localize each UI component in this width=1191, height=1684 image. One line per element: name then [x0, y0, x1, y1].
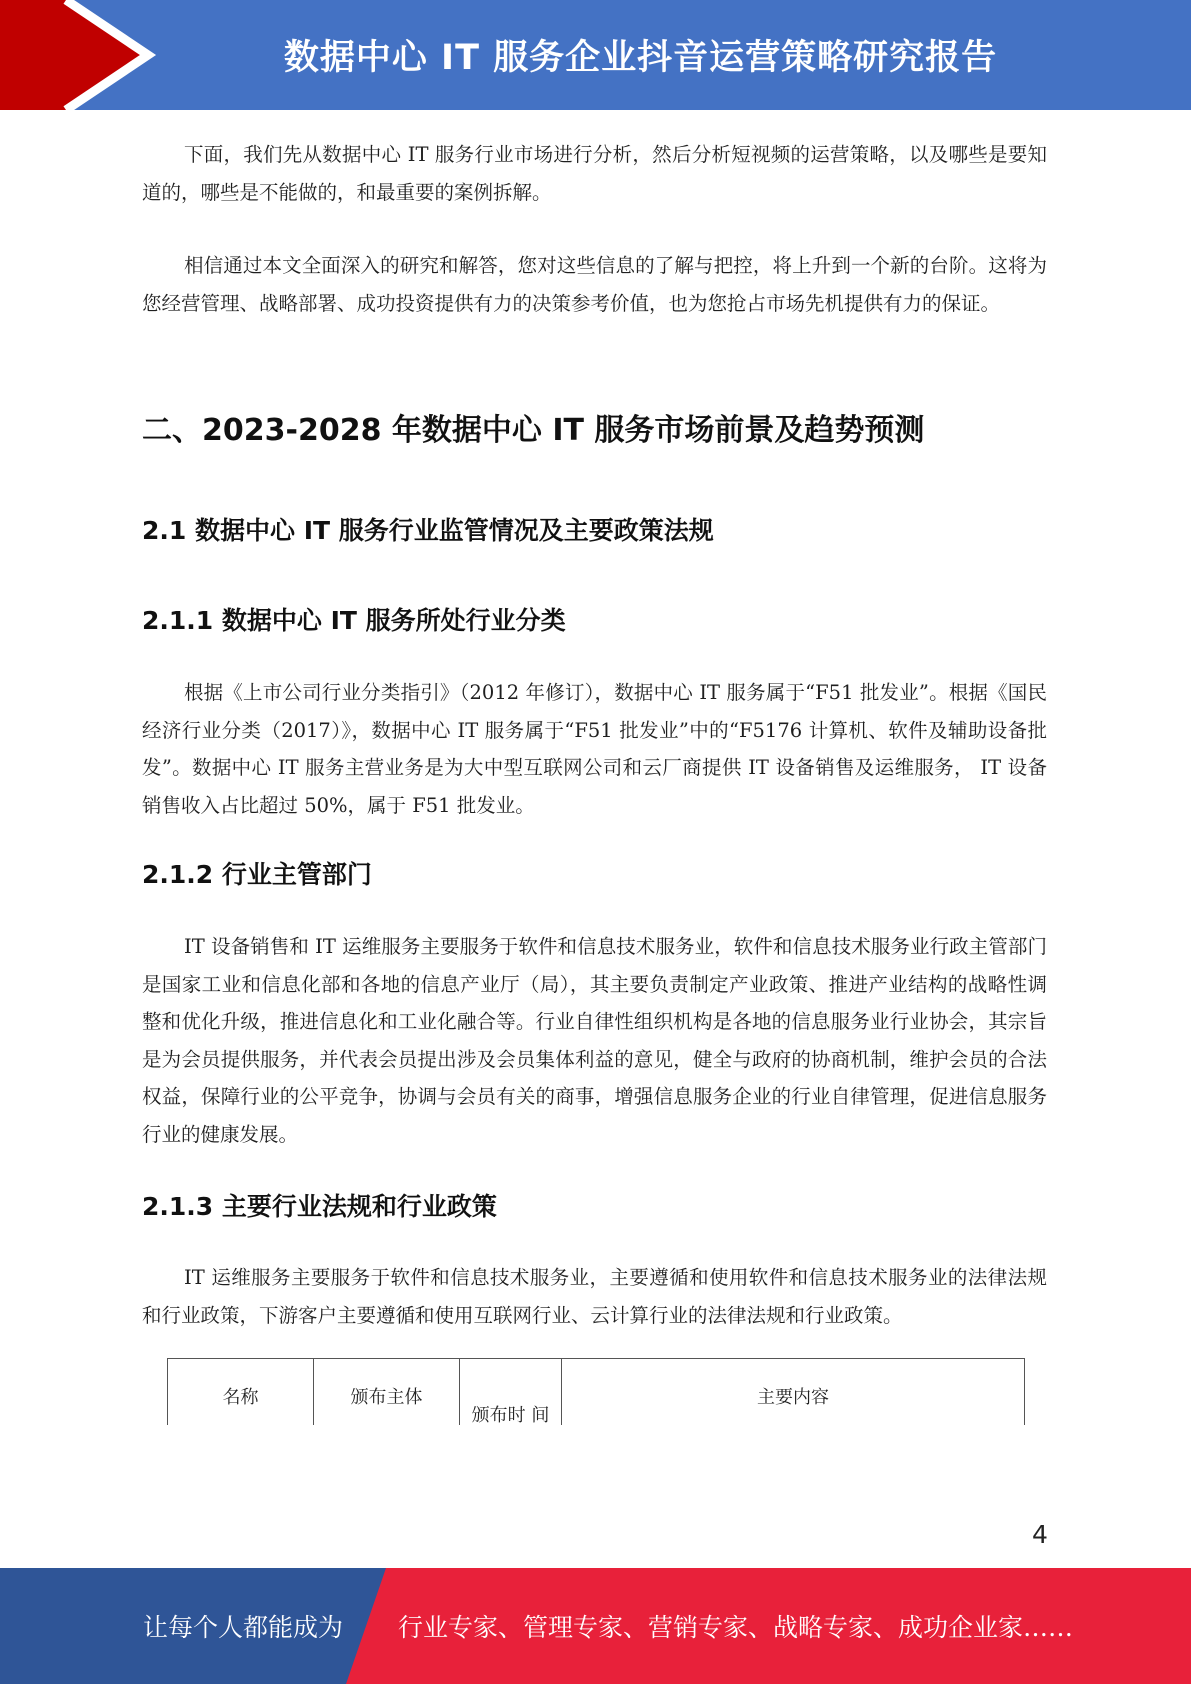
section-2-1-3-paragraph: IT 运维服务主要服务于软件和信息技术服务业，主要遵循和使用软件和信息技术服务业的法律法规和行业政策，下游客户主要遵循和使用互联网行业、云计算行业的法律法规和行业政策。 — [142, 1266, 1047, 1327]
header-chevron-icon — [0, 0, 160, 110]
table-header-row — [168, 1359, 1025, 1426]
regulations-table — [167, 1358, 1024, 1424]
table-header-content: 主要内容 — [562, 1359, 1025, 1426]
intro-paragraph-2: 相信通过本文全面深入的研究和解答，您对这些信息的了解与把控，将上升到一个新的台阶。这将为您经营管理、战略部署、成功投资提供有力的决策参考价值，也为您抢占市场先机提供有力的保证。 — [142, 254, 1047, 315]
report-title: 数据中心 IT 服务企业抖音运营策略研究报告 — [283, 38, 998, 78]
section-2-1-2-heading: 2.1.2 行业主管部门 — [142, 860, 372, 889]
footer-slogan-left: 让每个人都能成为 — [143, 1613, 344, 1642]
page-number: 4 — [1032, 1520, 1048, 1549]
section-2-1-2-paragraph: IT 设备销售和 IT 运维服务主要服务于软件和信息技术服务业，软件和信息技术服务业行政主管部门是国家工业和信息化部和各地的信息产业厅（局），其主要负责制定产业政策、推进产业结构的战略性调整和优化升级，推进信息化和工业化融合等。行业自律性组织机构是各地的信息服务业行业协会，其宗旨是为会员提供服务，并代表会员提出涉及会员集体利益的意见，健全与政府的协商机制，维护会员的合法权益，保障行业的公平竞争，协调与会员有关的商事，增强信息服务企业的行业自律管理，促进信息服务行业的健康发展。 — [142, 935, 1047, 1146]
section-2-1-heading: 2.1 数据中心 IT 服务行业监管情况及主要政策法规 — [142, 516, 714, 545]
section-2-1-1-heading: 2.1.1 数据中心 IT 服务所处行业分类 — [142, 606, 566, 635]
page-header — [0, 0, 1191, 110]
section-2-1-3-heading: 2.1.3 主要行业法规和行业政策 — [142, 1192, 497, 1221]
section-2-heading: 二、2023-2028 年数据中心 IT 服务市场前景及趋势预测 — [142, 413, 925, 448]
table-header-name: 名称 — [168, 1359, 314, 1426]
table-header-issuer: 颁布主体 — [314, 1359, 460, 1426]
intro-paragraph-1: 下面，我们先从数据中心 IT 服务行业市场进行分析，然后分析短视频的运营策略，以及哪些是要知道的，哪些是不能做的，和最重要的案例拆解。 — [142, 143, 1047, 204]
section-2-1-1-paragraph: 根据《上市公司行业分类指引》（2012 年修订），数据中心 IT 服务属于“F51 批发业”。根据《国民经济行业分类（2017）》，数据中心 IT 服务属于“F51 批发业”中的“F5176 计算机、软件及辅助设备批发”。数据中心 IT 服务主营业务是为大中型互联网公司和云厂商提供 IT 设备销售及运维服务， IT 设备销售收入占比超过 50%，属于 F51 批发业。 — [142, 681, 1047, 817]
table-header-date: 颁布时 间 — [460, 1359, 562, 1426]
page-footer — [0, 1568, 1191, 1684]
footer-slogan-right: 行业专家、管理专家、营销专家、战略专家、成功企业家…… — [398, 1613, 1074, 1642]
